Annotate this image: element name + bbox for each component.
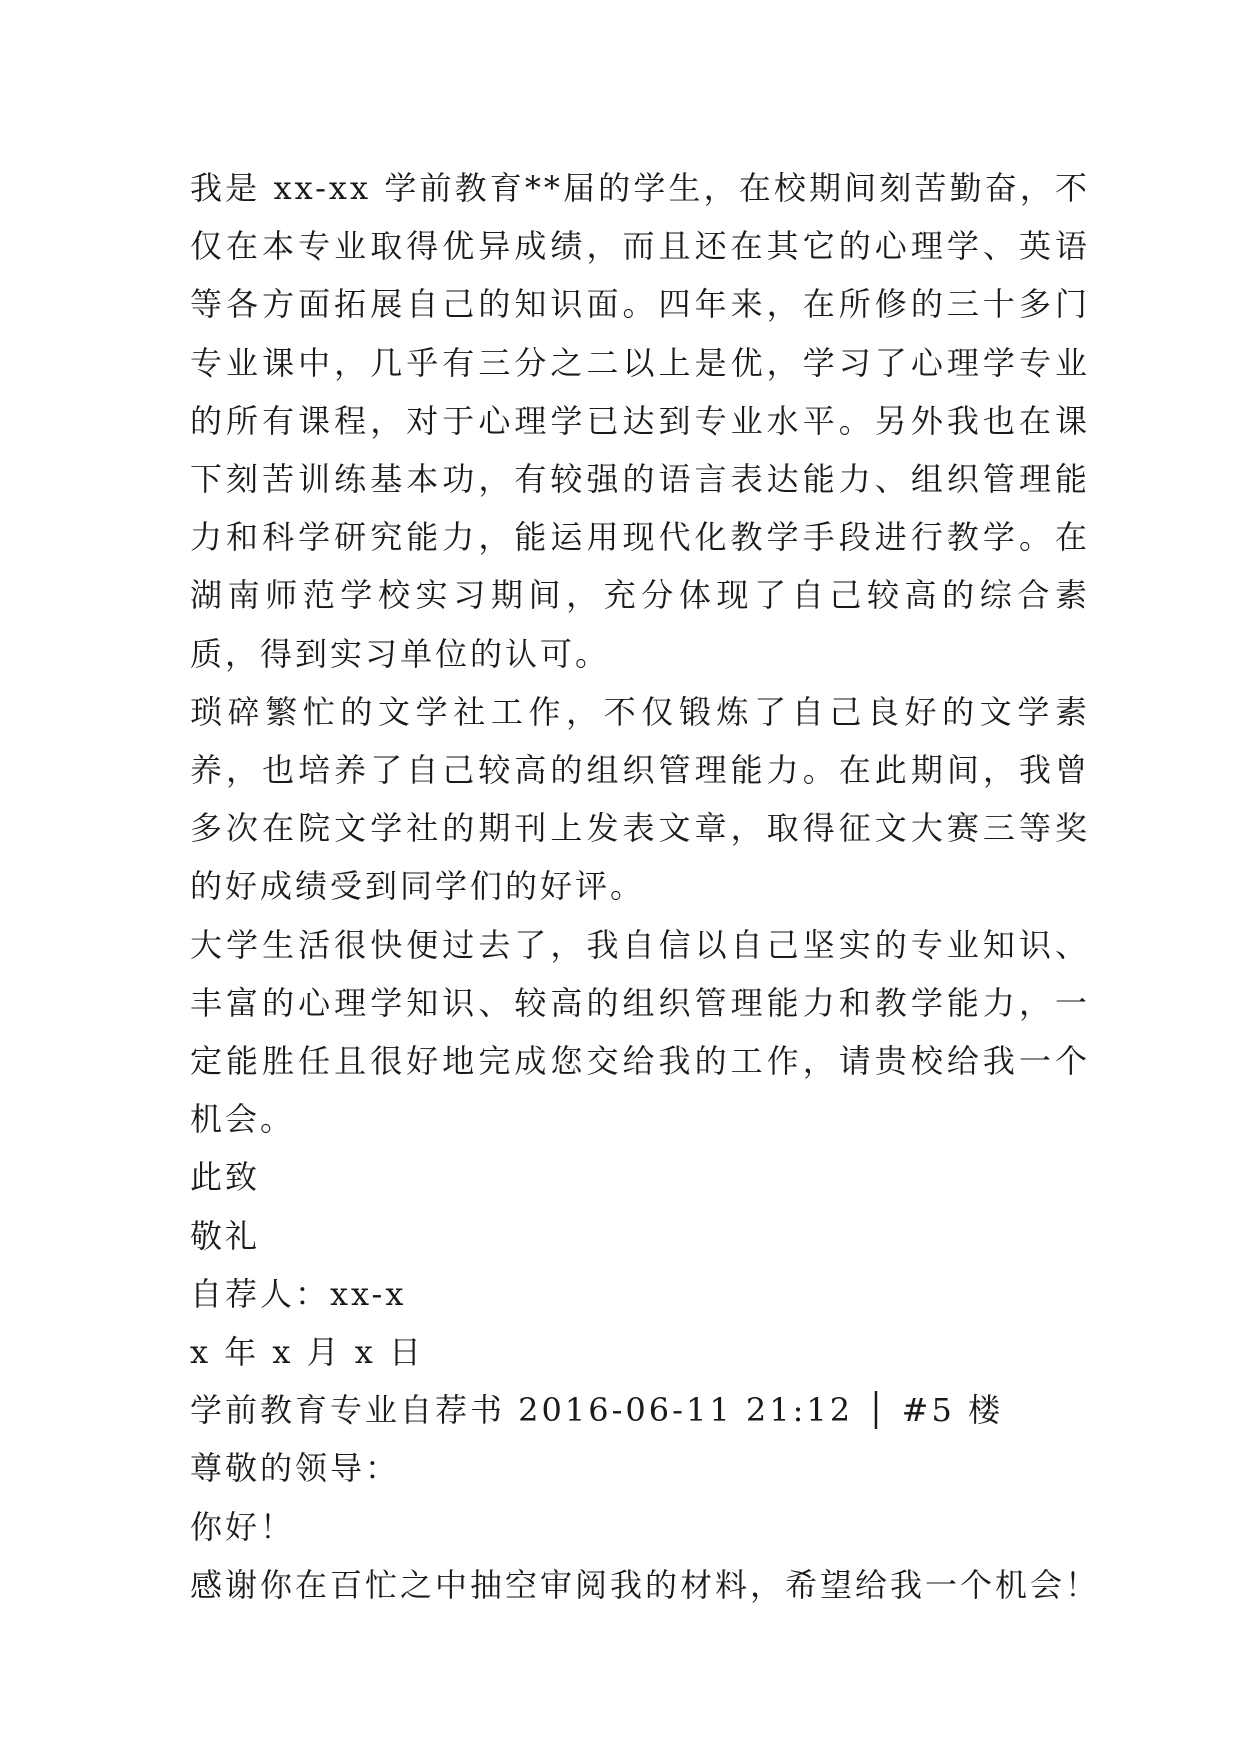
body-paragraph-1: 我是 xx-xx 学前教育**届的学生，在校期间刻苦勤奋，不仅在本专业取得优异成绩，而且还在其它的心理学、英语等各方面拓展自己的知识面。四年来，在所修的三十多门专业课中，几乎有三分之二以上是优，学习了心理学专业的所有课程，对于心理学已达到专业水平。另外我也在课下刻苦训练基本功，有较强的语言表达能力、组织管理能力和科学研究能力，能运用现代化教学手段进行教学。在湖南师范学校实习期间，充分体现了自己较高的综合素质，得到实习单位的认可。 [190,169,1090,673]
opening-line: 感谢你在百忙之中抽空审阅我的材料，希望给我一个机会！ [190,1565,1101,1604]
post-header: 学前教育专业自荐书 2016-06-11 21:12 │ #5 楼 [190,1391,1004,1430]
document-body [190,159,1101,1614]
closing-line-1: 此致 [190,1158,261,1197]
greeting-line: 你好！ [190,1507,296,1546]
body-paragraph-2: 琐碎繁忙的文学社工作，不仅锻炼了自己良好的文学素养，也培养了自己较高的组织管理能力。在此期间，我曾多次在院文学社的期刊上发表文章，取得征文大赛三等奖的好成绩受到同学们的好评。 [190,692,1090,906]
date-line: x 年 x 月 x 日 [190,1333,425,1372]
signature-line: 自荐人：xx-x [190,1274,407,1313]
body-paragraph-3: 大学生活很快便过去了，我自信以自己坚实的专业知识、丰富的心理学知识、较高的组织管理能力和教学能力，一定能胜任且很好地完成您交给我的工作，请贵校给我一个机会。 [190,925,1090,1139]
salutation-line: 尊敬的领导： [190,1449,401,1488]
closing-line-2: 敬礼 [190,1216,261,1255]
